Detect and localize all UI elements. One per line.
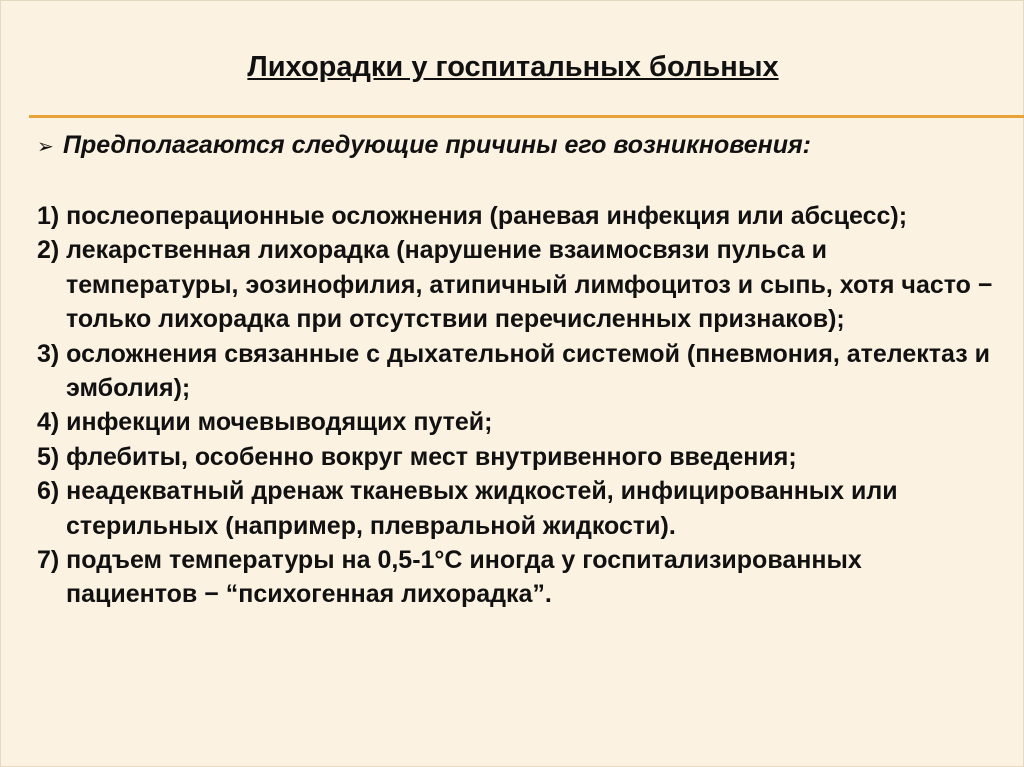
- causes-list: [37, 199, 997, 612]
- title-divider: [29, 115, 1024, 118]
- list-item: 2) лекарственная лихорадка (нарушение взаимосвязи пульса и температуры, эозинофилия, атипичный лимфоцитоз и сыпь, хотя часто − только лихорадка при отсутствии перечисленных признаков);: [37, 236, 993, 334]
- intro-text: Предполагаются следующие причины его возникновения:: [63, 131, 812, 159]
- arrow-bullet-icon: ➢: [37, 136, 54, 158]
- list-item: 4) инфекции мочевыводящих путей;: [37, 408, 493, 437]
- list-item: 3) осложнения связанные с дыхательной системой (пневмония, ателектаз и эмболия);: [37, 339, 990, 403]
- slide-title: Лихорадки у госпитальных больных: [247, 51, 779, 83]
- list-item: 7) подъем температуры на 0,5-1°С иногда у госпитализированных пациентов − “психогенная лихорадка”.: [37, 546, 862, 609]
- intro-line: [37, 131, 997, 160]
- list-item: 6) неадекватный дренаж тканевых жидкостей, инфицированных или стерильных (например, плевральной жидкости).: [37, 477, 898, 540]
- list-item: 5) флебиты, особенно вокруг мест внутривенного введения;: [37, 442, 797, 471]
- list-item: 1) послеоперационные осложнения (раневая инфекция или абсцесс);: [37, 202, 908, 230]
